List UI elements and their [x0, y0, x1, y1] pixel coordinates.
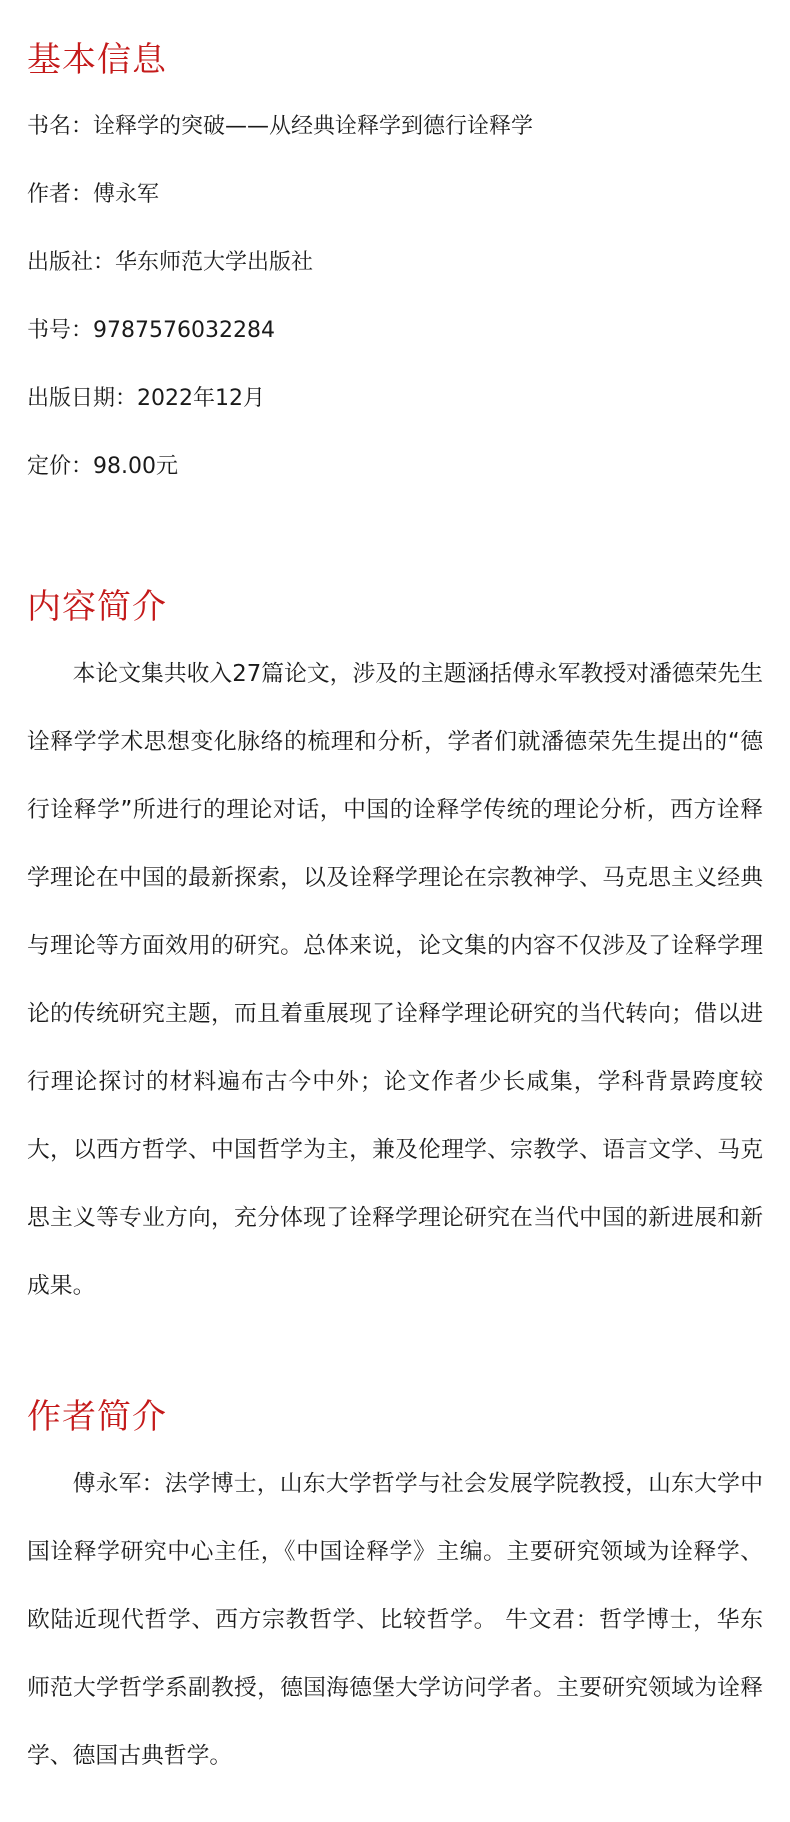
publish-date-line: 出版日期：2022年12月	[27, 386, 265, 411]
price-line: 定价：98.00元	[27, 454, 178, 479]
basic-info-heading: 基本信息	[27, 40, 167, 80]
content-intro-paragraph: 本论文集共收入27篇论文，涉及的主题涵括傅永军教授对潘德荣先生诠释学学术思想变化脉络的梳理和分析，学者们就潘德荣先生提出的“德行诠释学”所进行的理论对话，中国的诠释学传统的理论分析，西方诠释学理论在中国的最新探索，以及诠释学理论在宗教神学、马克思主义经典与理论等方面效用的研究。总体来说，论文集的内容不仅涉及了诠释学理论的传统研究主题，而且着重展现了诠释学理论研究的当代转向；借以进行理论探讨的材料遍布古今中外；论文作者少长咸集，学科背景跨度较大，以西方哲学、中国哲学为主，兼及伦理学、宗教学、语言文学、马克思主义等专业方向，充分体现了诠释学理论研究在当代中国的新进展和新成果。	[27, 661, 763, 1299]
publisher-line: 出版社：华东师范大学出版社	[27, 250, 314, 275]
basic-info-list	[27, 112, 763, 520]
book-title-line: 书名：诠释学的突破——从经典诠释学到德行诠释学	[27, 114, 534, 139]
author-intro-paragraph: 傅永军：法学博士，山东大学哲学与社会发展学院教授，山东大学中国诠释学研究中心主任，《中国诠释学》主编。主要研究领域为诠释学、欧陆近现代哲学、西方宗教哲学、比较哲学。 牛文君：哲学博士，华东师范大学哲学系副教授，德国海德堡大学访问学者。主要研究领域为诠释学、德国古典哲学。	[27, 1471, 763, 1769]
content-intro-heading: 内容简介	[27, 587, 167, 627]
author-line: 作者：傅永军	[27, 182, 160, 207]
isbn-line: 书号：9787576032284	[27, 318, 275, 343]
author-intro-heading: 作者简介	[27, 1397, 167, 1437]
